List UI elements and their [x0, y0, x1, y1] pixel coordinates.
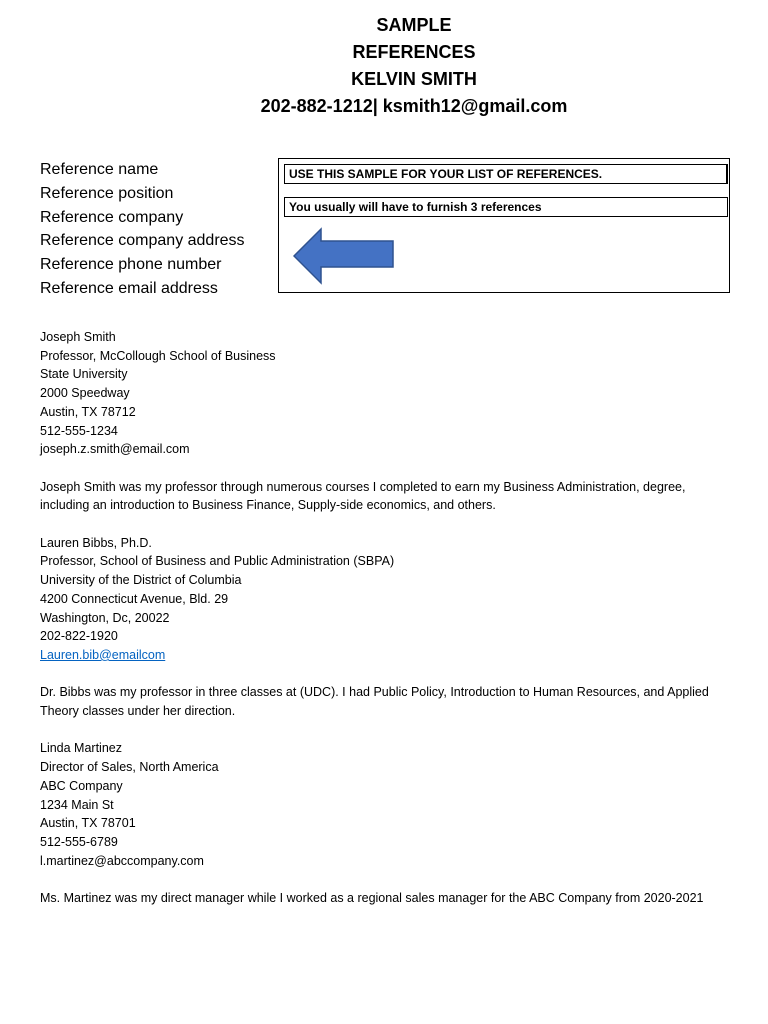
ref1-description-line2: including an introduction to Business Finance, Supply-side economics, and others.: [40, 498, 496, 513]
ref1-name: Joseph Smith: [40, 330, 116, 344]
ref2-description-line2: Theory classes under her direction.: [40, 704, 236, 719]
field-reference-phone: Reference phone number: [40, 256, 222, 274]
ref2-name: Lauren Bibbs, Ph.D.: [40, 535, 152, 550]
ref1-description-line1: Joseph Smith was my professor through numerous courses I completed to earn my Business Administration, degree,: [40, 479, 686, 494]
field-reference-position: Reference position: [40, 184, 174, 202]
arrow-left-icon: [293, 227, 395, 285]
ref2-email-link[interactable]: Lauren.bib@emailcom: [40, 647, 166, 662]
ref2-address-street: 4200 Connecticut Avenue, Bld. 29: [40, 591, 229, 606]
ref2-description-line1: Dr. Bibbs was my professor in three classes at (UDC). I had Public Policy, Introduction to Human Resources, and Applied: [40, 685, 709, 700]
ref1-address-city: Austin, TX 78712: [40, 404, 136, 419]
references-body: [40, 328, 730, 908]
note-furnish-references: You usually will have to furnish 3 references: [284, 197, 728, 217]
reference-field-list: [40, 158, 245, 301]
header-sample: SAMPLE: [376, 15, 452, 35]
ref3-description: Ms. Martinez was my direct manager while I worked as a regional sales manager for the ABC Company from 2020-2021: [40, 891, 704, 906]
blank-line: [40, 515, 730, 534]
blank-line: [40, 870, 730, 889]
ref3-company: ABC Company: [40, 778, 123, 793]
header-contact: 202-882-1212| ksmith12@gmail.com: [260, 96, 568, 116]
ref3-address-street: 1234 Main St: [40, 797, 114, 812]
document-header: [0, 12, 768, 120]
ref3-email: l.martinez@abccompany.com: [40, 853, 204, 868]
field-reference-company: Reference company: [40, 208, 184, 226]
ref3-name: Linda Martinez: [40, 741, 122, 756]
ref2-company: University of the District of Columbia: [40, 573, 242, 588]
field-reference-email: Reference email address: [40, 279, 218, 297]
note-box: [278, 158, 730, 293]
blank-line: [40, 665, 730, 684]
ref3-phone: 512-555-6789: [40, 834, 118, 849]
blank-line: [40, 459, 730, 478]
ref1-company: State University: [40, 367, 128, 382]
field-reference-company-address: Reference company address: [40, 232, 245, 250]
ref1-phone: 512-555-1234: [40, 423, 118, 438]
ref2-position: Professor, School of Business and Public Administration (SBPA): [40, 554, 395, 569]
ref1-email: joseph.z.smith@email.com: [40, 442, 190, 457]
ref2-address-city: Washington, Dc, 20022: [40, 610, 170, 625]
note-sample-instruction: USE THIS SAMPLE FOR YOUR LIST OF REFERENCES.: [284, 164, 728, 184]
ref3-address-city: Austin, TX 78701: [40, 816, 136, 831]
blank-line: [40, 721, 730, 740]
ref3-position: Director of Sales, North America: [40, 760, 219, 775]
ref1-position: Professor, McCollough School of Business: [40, 348, 276, 363]
field-reference-name: Reference name: [40, 161, 159, 178]
header-name: KELVIN SMITH: [351, 69, 477, 89]
header-references: REFERENCES: [352, 42, 476, 62]
ref1-address-street: 2000 Speedway: [40, 386, 130, 401]
ref2-phone: 202-822-1920: [40, 629, 118, 644]
